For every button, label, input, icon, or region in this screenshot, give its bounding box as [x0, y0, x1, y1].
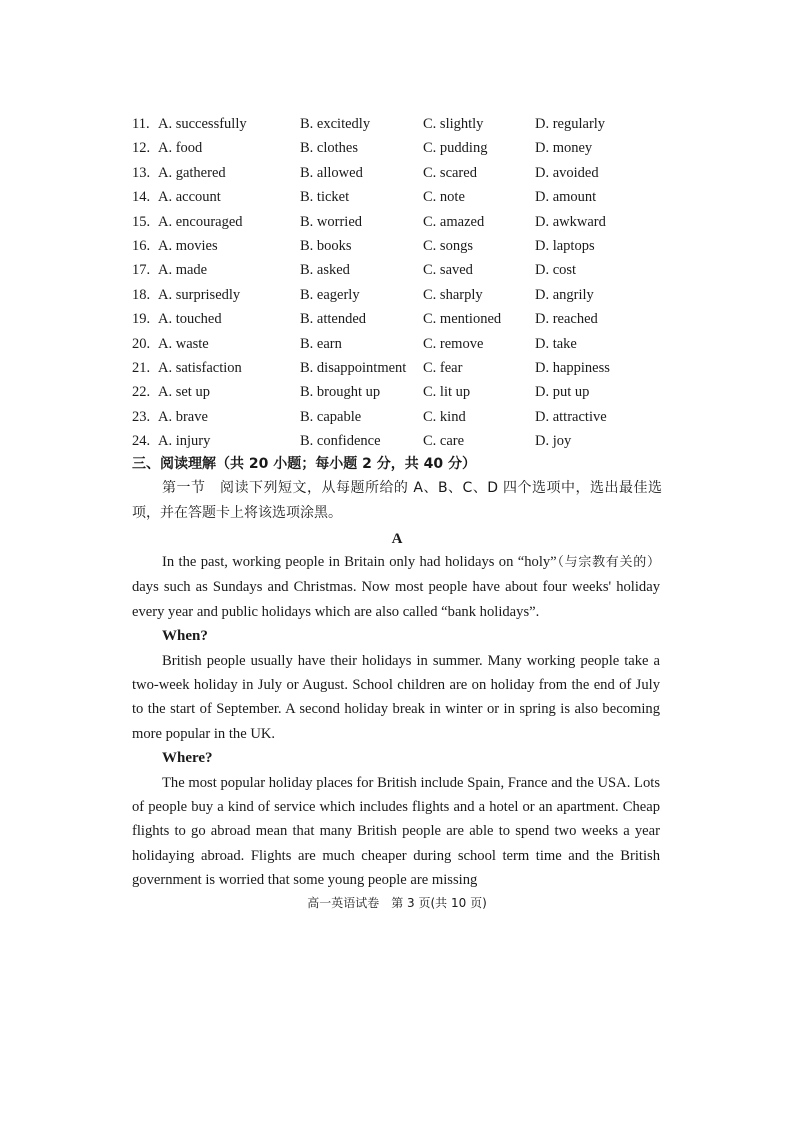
paragraph-when: British people usually have their holidays in summer. Many working people take a two-week holiday in July or August. School children are on holiday from the end of July to the start of September. A second holiday break in winter or in spring is also becoming more popular in the UK. [132, 652, 660, 742]
option-c: C. lit up [423, 384, 471, 401]
option-c: C. scared [423, 164, 477, 181]
option-a: A. account [158, 189, 221, 206]
option-b: B. brought up [300, 384, 381, 401]
option-c: C. care [423, 433, 465, 450]
option-b: B. clothes [300, 140, 358, 157]
option-a: A. gathered [158, 164, 226, 181]
option-d: D. angrily [535, 286, 594, 303]
option-a: A. waste [158, 335, 209, 352]
question-number: 20. [132, 335, 151, 352]
option-row [132, 136, 672, 160]
subheading-where: Where? [162, 750, 213, 767]
option-d: D. awkward [535, 213, 606, 230]
option-row [132, 307, 672, 331]
paragraph-text: In the past, working people in Britain only had holidays on “holy” [162, 554, 557, 570]
chinese-gloss: （与宗教有关的） [556, 555, 660, 570]
option-b: B. worried [300, 213, 363, 230]
option-b: B. ticket [300, 189, 350, 206]
question-number: 11. [132, 116, 150, 132]
question-number: 22. [132, 384, 151, 401]
option-d: D. avoided [535, 164, 599, 181]
option-c: C. mentioned [423, 311, 502, 328]
option-row [132, 112, 672, 136]
option-b: B. disappointment [300, 359, 407, 376]
option-c: C. kind [423, 408, 466, 425]
option-b: B. eagerly [300, 286, 360, 303]
option-b: B. confidence [300, 433, 381, 450]
option-a: A. encouraged [158, 213, 243, 230]
option-row [132, 161, 672, 185]
option-a: A. brave [158, 408, 208, 425]
option-c: C. saved [423, 262, 473, 279]
option-d: D. laptops [535, 237, 595, 254]
subheading-when: When? [162, 628, 208, 645]
option-a: A. made [158, 262, 208, 279]
option-b: B. asked [300, 262, 350, 279]
option-c: C. songs [423, 237, 473, 254]
option-d: D. attractive [535, 408, 607, 425]
option-row [132, 356, 672, 380]
question-number: 14. [132, 189, 151, 206]
option-b: B. earn [300, 335, 342, 352]
option-a: A. satisfaction [158, 359, 242, 376]
section-heading: 三、阅读理解（共 20 小题；每小题 2 分，共 40 分） [132, 456, 476, 472]
option-b: B. excitedly [300, 116, 371, 132]
paragraph-where: The most popular holiday places for British include Spain, France and the USA. Lots of people buy a kind of service which includes flights and a hotel or an apartment. Cheap flights to go abroad mean that many British people are able to spend two weeks a year holidaying abroad. Flights are much cheaper during school term time and the British government is worried that some young people are missing [132, 774, 660, 889]
option-c: C. fear [423, 359, 463, 376]
option-d: D. happiness [535, 359, 610, 376]
option-a: A. successfully [158, 116, 247, 132]
option-d: D. reached [535, 311, 598, 328]
option-c: C. note [423, 189, 465, 206]
option-row [132, 332, 672, 356]
option-b: B. allowed [300, 164, 363, 181]
question-number: 16. [132, 237, 151, 254]
option-row [132, 380, 672, 404]
option-d: D. take [535, 335, 577, 352]
option-c: C. amazed [423, 213, 485, 230]
option-d: D. money [535, 140, 593, 157]
answer-options-list [132, 112, 672, 453]
question-number: 21. [132, 359, 151, 376]
question-number: 18. [132, 286, 151, 303]
question-number: 15. [132, 213, 151, 230]
option-row [132, 185, 672, 209]
option-d: D. joy [535, 433, 572, 450]
option-a: A. set up [158, 384, 210, 401]
option-row [132, 210, 672, 234]
option-a: A. surprisedly [158, 286, 241, 303]
question-number: 23. [132, 408, 151, 425]
option-a: A. movies [158, 237, 218, 254]
option-c: C. slightly [423, 116, 484, 132]
question-number: 19. [132, 311, 151, 328]
passage-title: A [391, 531, 403, 547]
question-number: 24. [132, 433, 151, 450]
option-b: B. capable [300, 408, 362, 425]
option-d: D. cost [535, 262, 577, 279]
passage-body [132, 550, 660, 893]
option-b: B. books [300, 237, 352, 254]
option-a: A. food [158, 140, 203, 157]
option-b: B. attended [300, 311, 367, 328]
paragraph-text: days such as Sundays and Christmas. Now most people have about four weeks' holiday every year and public holidays which are also called “bank holidays”. [132, 579, 660, 620]
option-d: D. put up [535, 384, 590, 401]
page-footer: 高一英语试卷 第 3 页(共 10 页) [307, 896, 487, 910]
option-row [132, 258, 672, 282]
option-c: C. remove [423, 335, 484, 352]
section-instruction: 第一节 阅读下列短文，从每题所给的 A、B、C、D 四个选项中，选出最佳选项，并在答题卡上将该选项涂黑。 [132, 480, 662, 521]
option-a: A. injury [158, 433, 211, 450]
option-c: C. sharply [423, 286, 483, 303]
option-c: C. pudding [423, 140, 488, 157]
question-number: 12. [132, 140, 151, 157]
question-number: 13. [132, 164, 151, 181]
option-row [132, 429, 672, 453]
option-d: D. regularly [535, 116, 606, 132]
question-number: 17. [132, 262, 151, 279]
option-row [132, 405, 672, 429]
option-a: A. touched [158, 311, 222, 328]
paragraph-intro [132, 550, 660, 624]
option-row [132, 283, 672, 307]
option-d: D. amount [535, 189, 597, 206]
option-row [132, 234, 672, 258]
